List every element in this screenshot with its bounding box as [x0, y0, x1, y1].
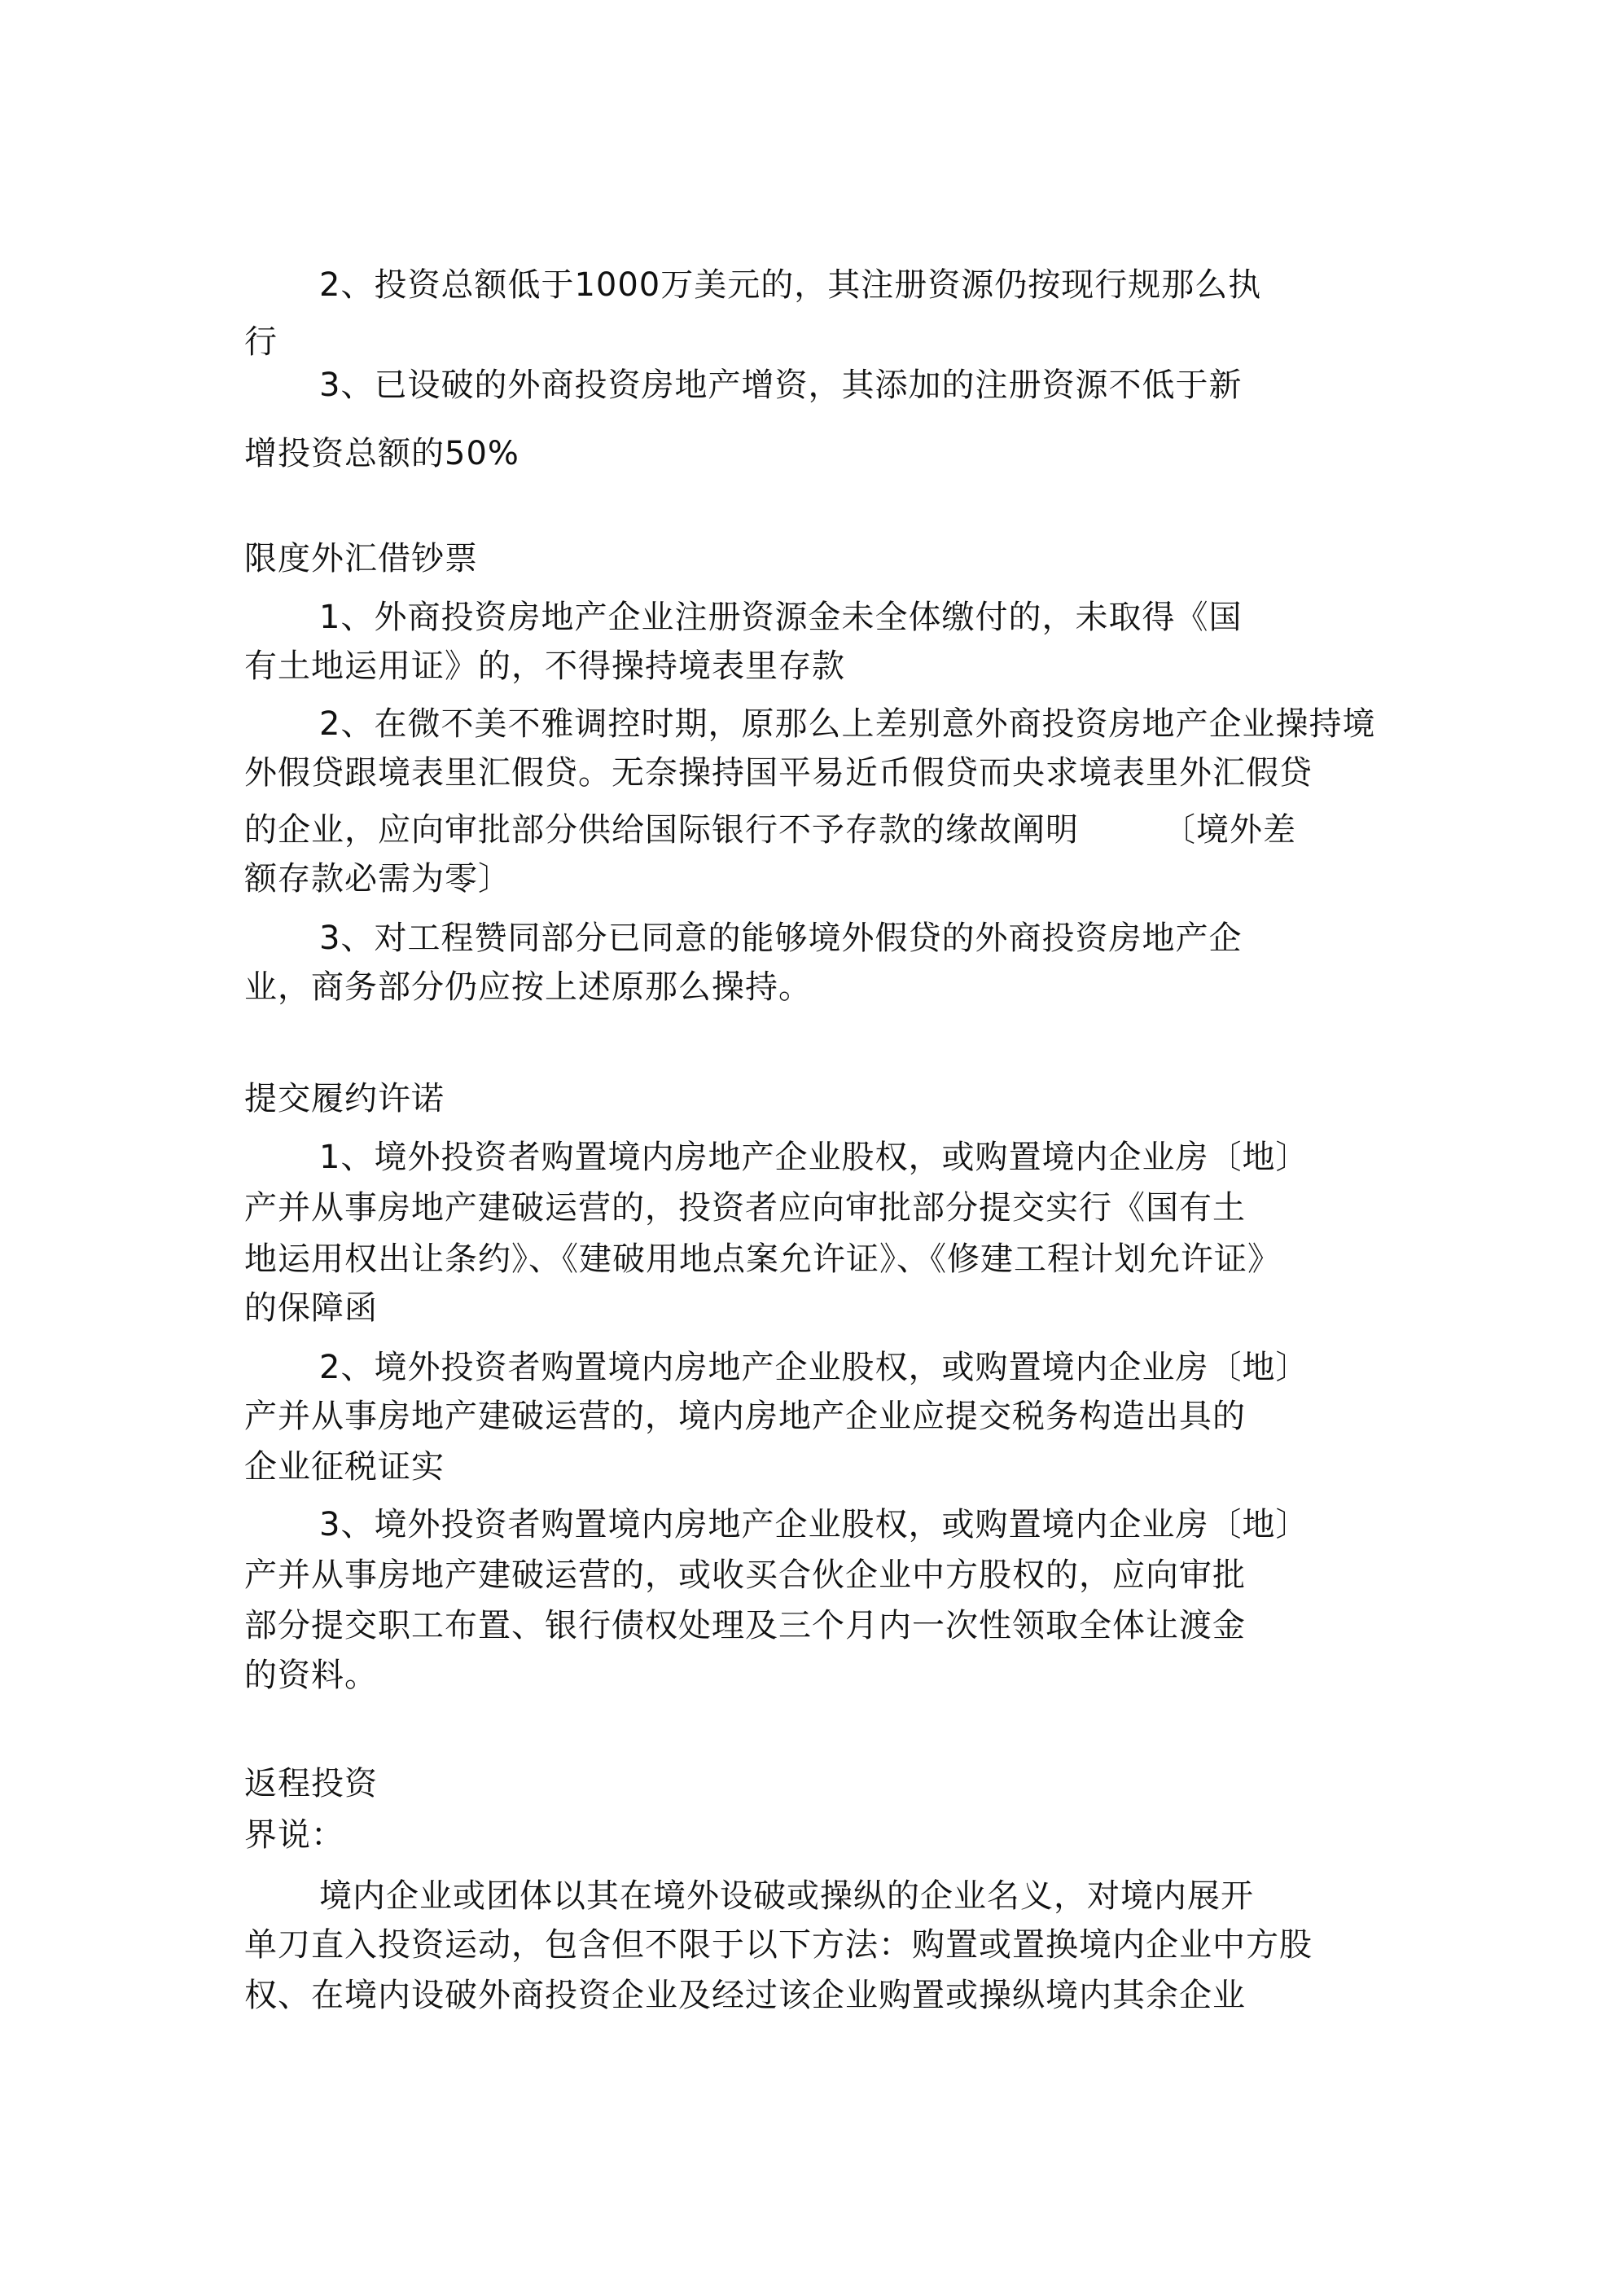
paragraph-line: 额存款必需为零〕 [244, 860, 511, 898]
paragraph-line: 权、在境内设破外商投资企业及经过该企业购置或操纵境内其余企业 [244, 1977, 1246, 2014]
paragraph-line: 2、在微不美不雅调控时期，原那么上差别意外商投资房地产企业操持境 [319, 705, 1376, 743]
paragraph-line: 产并从事房地产建破运营的，或收买合伙企业中方股权的，应向审批 [244, 1556, 1246, 1594]
paragraph-line: 2、境外投资者购置境内房地产企业股权，或购置境内企业房〔地〕 [319, 1349, 1309, 1386]
paragraph-line: 外假贷跟境表里汇假贷。无奈操持国平易近币假贷而央求境表里外汇假贷 [244, 754, 1313, 792]
section-heading: 返程投资 [244, 1765, 378, 1802]
paragraph-line: 界说： [244, 1816, 344, 1854]
paragraph-line: 有土地运用证》的，不得操持境表里存款 [244, 648, 845, 685]
paragraph-line: 1、外商投资房地产企业注册资源金未全体缴付的，未取得《国 [319, 599, 1243, 636]
paragraph-line: 产并从事房地产建破运营的，投资者应向审批部分提交实行《国有土 [244, 1189, 1246, 1227]
section-heading: 提交履约许诺 [244, 1080, 445, 1117]
paragraph-line: 的保障函 [244, 1289, 378, 1327]
paragraph-line: 业，商务部分仍应按上述原那么操持。 [244, 968, 812, 1006]
paragraph-line: 3、已设破的外商投资房地产增资，其添加的注册资源不低于新 [319, 367, 1243, 404]
section-heading: 限度外汇借钞票 [244, 540, 478, 577]
paragraph-line: 1、境外投资者购置境内房地产企业股权，或购置境内企业房〔地〕 [319, 1139, 1309, 1176]
paragraph-line: 3、对工程赞同部分已同意的能够境外假贷的外商投资房地产企 [319, 920, 1243, 957]
paragraph-line: 的企业，应向审批部分供给国际银行不予存款的缘故阐明 〔境外差 [244, 811, 1296, 849]
paragraph-line: 地运用权出让条约》、《建破用地点案允许证》、《修建工程计划允许证》 [244, 1240, 1281, 1278]
paragraph-line: 部分提交职工布置、银行债权处理及三个月内一次性领取全体让渡金 [244, 1607, 1246, 1644]
paragraph-line: 产并从事房地产建破运营的，境内房地产企业应提交税务构造出具的 [244, 1398, 1246, 1435]
paragraph-line: 3、境外投资者购置境内房地产企业股权，或购置境内企业房〔地〕 [319, 1506, 1309, 1543]
paragraph-line: 行 [244, 323, 278, 361]
paragraph-line: 境内企业或团体以其在境外设破或操纵的企业名义，对境内展开 [319, 1877, 1254, 1915]
paragraph-line: 的资料。 [244, 1657, 378, 1694]
paragraph-line: 单刀直入投资运动，包含但不限于以下方法：购置或置换境内企业中方股 [244, 1926, 1313, 1964]
paragraph-line: 增投资总额的50% [244, 435, 519, 472]
paragraph-line: 2、投资总额低于1000万美元的，其注册资源仍按现行规那么执 [319, 266, 1262, 304]
paragraph-line: 企业征税证实 [244, 1448, 445, 1486]
